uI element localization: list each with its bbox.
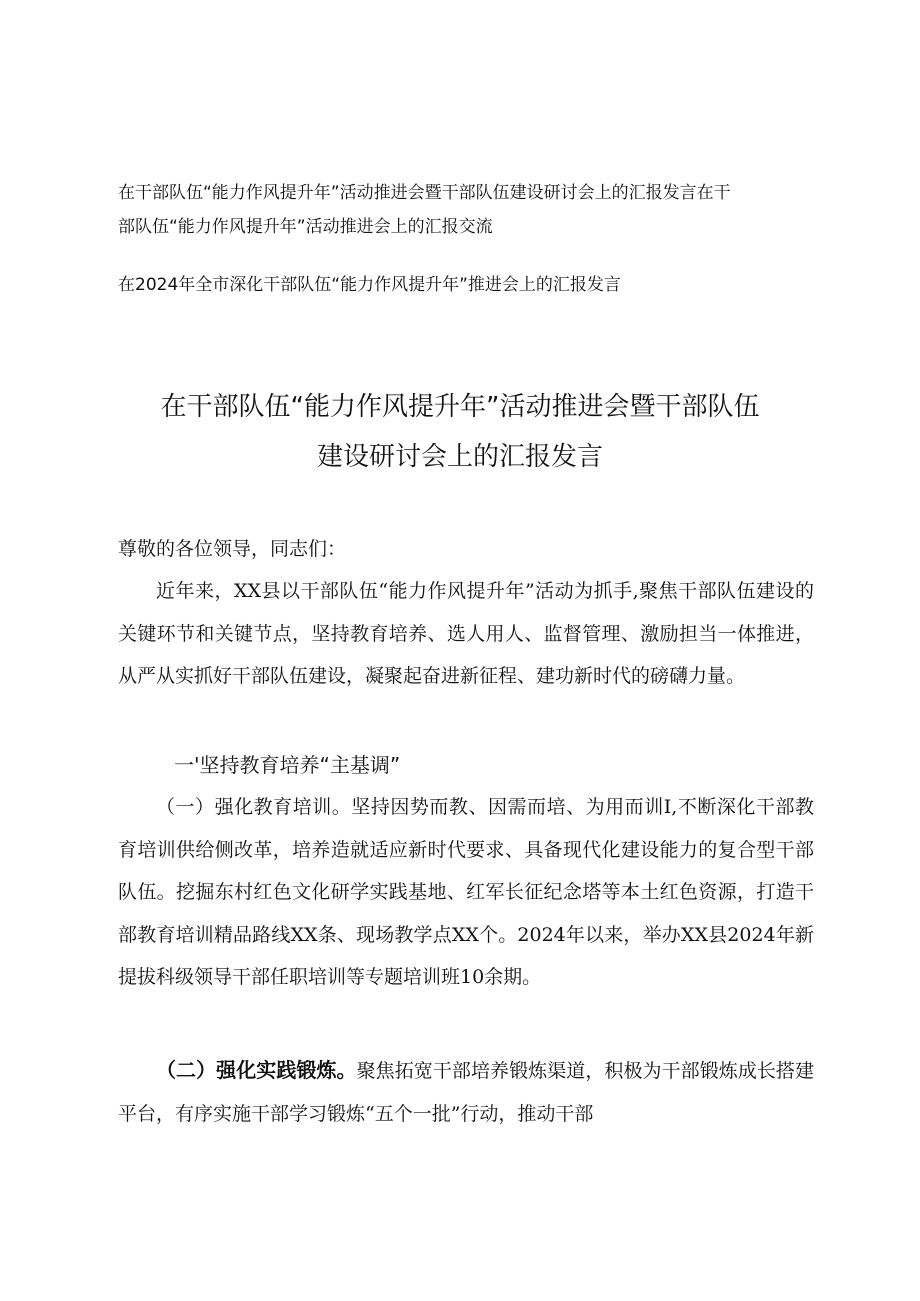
salutation: 尊敬的各位领导，同志们： [118,538,347,560]
document-title-line-1: 在干部队伍“能力作风提升年”活动推进会暨干部队伍 [160,392,760,422]
toc-entry-2: 在2024年全市深化干部队伍“能力作风提升年”推进会上的汇报发言 [118,275,621,295]
toc-entry-1-continued: 部队伍“能力作风提升年”活动推进会上的汇报交流 [118,217,493,237]
subsection-1-paragraph: （一）强化教育培训。坚持因势而教、因需而培、为用而训I,不断深化干部教育培训供给侧改革，培养造就适应新时代要求、具备现代化建设能力的复合型干部队伍。挖掘东村红色文化研学实践基地、红军长征纪念塔等本土红色资源，打造干部教育培训精品路线XX条、现场教学点XX个。2024年以来，举办XX县2024年新提拔科级领导干部任职培训等专题培训班10余期。 [118,796,814,988]
subsection-2-text: 聚焦拓宽干部培养锻炼渠道，积极为干部锻炼成长搭建平台，有序实施干部学习锻炼“五个一批”行动，推动干部 [118,1060,814,1125]
section-heading-1: 一'坚持教育培养“主基调” [174,753,401,777]
toc-entry-1: 在干部队伍“能力作风提升年”活动推进会暨干部队伍建设研讨会上的汇报发言在干 [118,183,731,203]
document-title-line-2: 建设研讨会上的汇报发言 [316,442,603,472]
subsection-2-label: （二）强化实践锻炼。 [156,1058,357,1082]
intro-paragraph: 近年来，XX县以干部队伍“能力作风提升年”活动为抓手,聚焦干部队伍建设的关键环节和关键节点，坚持教育培养、选人用人、监督管理、激励担当一体推进，从严从实抓好干部队伍建设，凝聚起奋进新征程、建功新时代的磅礴力量。 [118,580,814,687]
subsection-2-paragraph [118,1049,814,1135]
